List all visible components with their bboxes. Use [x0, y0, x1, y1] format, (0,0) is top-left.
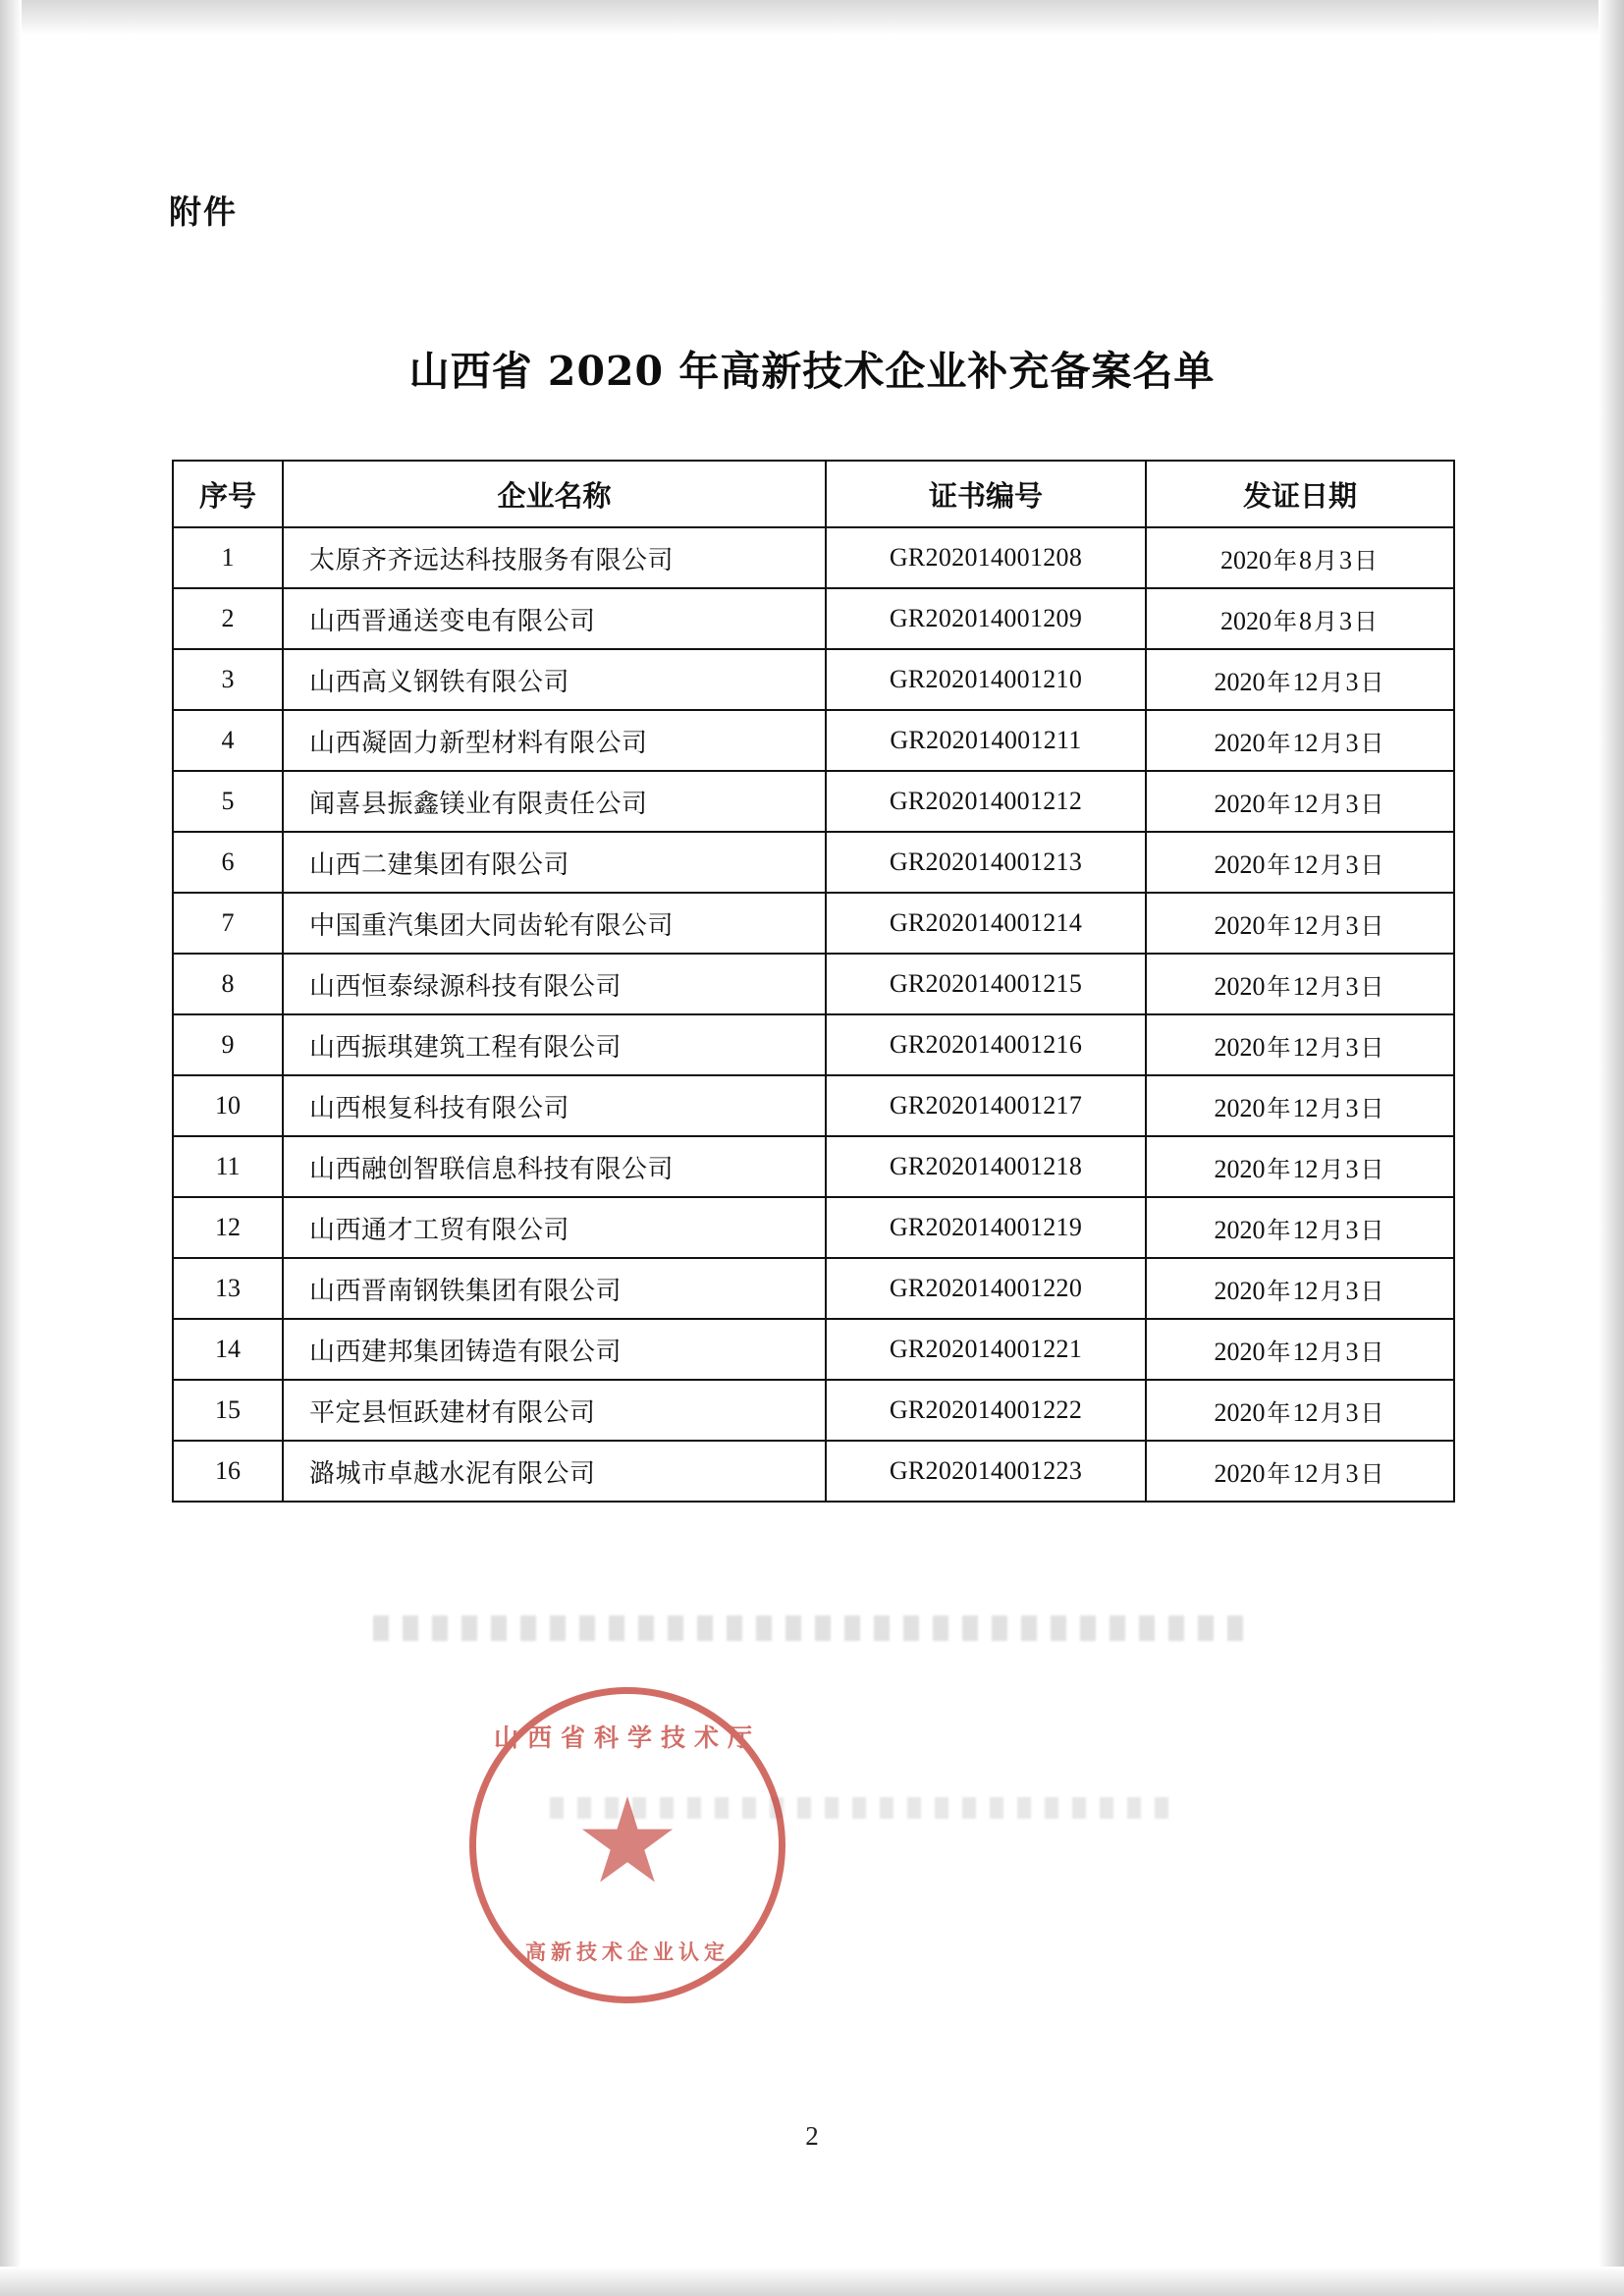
cell-certificate-number: GR202014001208	[826, 527, 1146, 588]
table-row	[173, 1380, 1454, 1441]
cell-company-name: 山西根复科技有限公司	[283, 1075, 826, 1136]
date-year-char: 年	[1267, 729, 1291, 757]
cell-issue-date	[1146, 1014, 1454, 1075]
cell-issue-date	[1146, 1258, 1454, 1319]
date-month-char: 月	[1320, 1094, 1344, 1122]
date-day-char: 日	[1360, 911, 1384, 940]
cell-index: 1	[173, 527, 283, 588]
cell-certificate-number: GR202014001214	[826, 893, 1146, 954]
cell-company-name: 山西晋南钢铁集团有限公司	[283, 1258, 826, 1319]
cell-company-name: 山西二建集团有限公司	[283, 832, 826, 893]
date-day: 3	[1345, 1154, 1359, 1183]
date-month-char: 月	[1320, 1398, 1344, 1427]
date-day-char: 日	[1360, 1398, 1384, 1427]
scan-bleedthrough-artifact	[373, 1615, 1257, 1641]
cell-company-name: 闻喜县振鑫镁业有限责任公司	[283, 771, 826, 832]
cell-company-name: 山西建邦集团铸造有限公司	[283, 1319, 826, 1380]
table-row	[173, 1075, 1454, 1136]
cell-certificate-number: GR202014001211	[826, 710, 1146, 771]
cell-issue-date	[1146, 649, 1454, 710]
cell-index: 5	[173, 771, 283, 832]
cell-index: 7	[173, 893, 283, 954]
date-year-char: 年	[1267, 972, 1291, 1001]
cell-issue-date	[1146, 771, 1454, 832]
cell-issue-date	[1146, 1319, 1454, 1380]
column-header-company: 企业名称	[283, 461, 826, 527]
date-day-char: 日	[1360, 1033, 1384, 1062]
cell-index: 15	[173, 1380, 283, 1441]
table-row	[173, 1319, 1454, 1380]
cell-company-name: 山西融创智联信息科技有限公司	[283, 1136, 826, 1197]
date-day: 3	[1345, 849, 1359, 879]
table-row	[173, 1014, 1454, 1075]
date-day-char: 日	[1360, 668, 1384, 696]
date-year-char: 年	[1267, 911, 1291, 940]
seal-bottom-text: 高新技术企业认定	[525, 1941, 730, 1964]
date-year: 2020	[1220, 606, 1272, 635]
date-month: 12	[1292, 667, 1319, 696]
table-header-row	[173, 461, 1454, 527]
column-header-issue-date: 发证日期	[1146, 461, 1454, 527]
table-row	[173, 1258, 1454, 1319]
date-month: 12	[1292, 728, 1319, 757]
date-year: 2020	[1214, 667, 1266, 696]
date-year: 2020	[1214, 971, 1266, 1001]
date-month-char: 月	[1320, 668, 1344, 696]
cell-index: 4	[173, 710, 283, 771]
date-month: 12	[1292, 1093, 1319, 1122]
date-year: 2020	[1214, 1215, 1266, 1244]
table-row	[173, 527, 1454, 588]
table-row	[173, 1441, 1454, 1502]
date-day: 3	[1339, 606, 1352, 635]
date-year-char: 年	[1267, 1216, 1291, 1244]
date-month-char: 月	[1320, 911, 1344, 940]
cell-index: 3	[173, 649, 283, 710]
cell-company-name: 平定县恒跃建材有限公司	[283, 1380, 826, 1441]
date-year-char: 年	[1267, 1094, 1291, 1122]
date-month-char: 月	[1320, 1155, 1344, 1183]
cell-issue-date	[1146, 1075, 1454, 1136]
enterprise-list-table	[172, 460, 1455, 1503]
date-month-char: 月	[1320, 1338, 1344, 1366]
table-row	[173, 649, 1454, 710]
cell-certificate-number: GR202014001221	[826, 1319, 1146, 1380]
date-year-char: 年	[1273, 607, 1297, 635]
date-day-char: 日	[1360, 790, 1384, 818]
cell-index: 14	[173, 1319, 283, 1380]
date-year: 2020	[1214, 1397, 1266, 1427]
cell-issue-date	[1146, 832, 1454, 893]
date-month: 12	[1292, 1032, 1319, 1062]
cell-issue-date	[1146, 1136, 1454, 1197]
date-day: 3	[1345, 1215, 1359, 1244]
page-title: 山西省 2020 年高新技术企业补充备案名单	[408, 348, 1216, 395]
date-day-char: 日	[1360, 1459, 1384, 1488]
cell-index: 6	[173, 832, 283, 893]
date-day-char: 日	[1360, 850, 1384, 879]
cell-certificate-number: GR202014001209	[826, 588, 1146, 649]
date-year: 2020	[1214, 1458, 1266, 1488]
date-day-char: 日	[1360, 729, 1384, 757]
table-row	[173, 893, 1454, 954]
cell-certificate-number: GR202014001213	[826, 832, 1146, 893]
date-day: 3	[1345, 1458, 1359, 1488]
date-year-char: 年	[1267, 790, 1291, 818]
date-month-char: 月	[1320, 1033, 1344, 1062]
date-day: 3	[1345, 1032, 1359, 1062]
cell-certificate-number: GR202014001222	[826, 1380, 1146, 1441]
date-year-char: 年	[1267, 1338, 1291, 1366]
date-year-char: 年	[1267, 668, 1291, 696]
cell-certificate-number: GR202014001216	[826, 1014, 1146, 1075]
date-day: 3	[1345, 1337, 1359, 1366]
cell-index: 12	[173, 1197, 283, 1258]
cell-issue-date	[1146, 710, 1454, 771]
table-row	[173, 771, 1454, 832]
date-month: 12	[1292, 1337, 1319, 1366]
cell-index: 8	[173, 954, 283, 1014]
column-header-index: 序号	[173, 461, 283, 527]
date-month-char: 月	[1320, 729, 1344, 757]
cell-issue-date	[1146, 1380, 1454, 1441]
cell-company-name: 山西通才工贸有限公司	[283, 1197, 826, 1258]
date-year: 2020	[1214, 789, 1266, 818]
date-year-char: 年	[1267, 1277, 1291, 1305]
date-month: 12	[1292, 1397, 1319, 1427]
date-month: 12	[1292, 1215, 1319, 1244]
cell-issue-date	[1146, 588, 1454, 649]
cell-issue-date	[1146, 1197, 1454, 1258]
cell-certificate-number: GR202014001223	[826, 1441, 1146, 1502]
cell-issue-date	[1146, 893, 1454, 954]
scan-edge-top	[0, 0, 1624, 35]
date-month-char: 月	[1320, 850, 1344, 879]
date-year: 2020	[1214, 1154, 1266, 1183]
cell-index: 13	[173, 1258, 283, 1319]
cell-index: 16	[173, 1441, 283, 1502]
date-year-char: 年	[1273, 546, 1297, 574]
date-day-char: 日	[1360, 1155, 1384, 1183]
cell-company-name: 山西晋通送变电有限公司	[283, 588, 826, 649]
date-day: 3	[1345, 667, 1359, 696]
cell-company-name: 山西凝固力新型材料有限公司	[283, 710, 826, 771]
scan-edge-bottom	[0, 2267, 1624, 2296]
table-row	[173, 588, 1454, 649]
date-month-char: 月	[1320, 1277, 1344, 1305]
date-day-char: 日	[1360, 1338, 1384, 1366]
date-month: 12	[1292, 1276, 1319, 1305]
date-day-char: 日	[1354, 607, 1378, 635]
cell-index: 9	[173, 1014, 283, 1075]
date-day-char: 日	[1360, 1216, 1384, 1244]
cell-company-name: 山西高义钢铁有限公司	[283, 649, 826, 710]
date-month: 8	[1299, 606, 1312, 635]
cell-company-name: 太原齐齐远达科技服务有限公司	[283, 527, 826, 588]
page-number: 2	[805, 2121, 819, 2151]
date-month: 12	[1292, 789, 1319, 818]
cell-certificate-number: GR202014001220	[826, 1258, 1146, 1319]
cell-certificate-number: GR202014001210	[826, 649, 1146, 710]
table-row	[173, 832, 1454, 893]
cell-issue-date	[1146, 1441, 1454, 1502]
cell-issue-date	[1146, 954, 1454, 1014]
date-day: 3	[1345, 971, 1359, 1001]
date-day-char: 日	[1360, 1277, 1384, 1305]
date-day-char: 日	[1354, 546, 1378, 574]
cell-company-name: 中国重汽集团大同齿轮有限公司	[283, 893, 826, 954]
cell-company-name: 潞城市卓越水泥有限公司	[283, 1441, 826, 1502]
date-day-char: 日	[1360, 1094, 1384, 1122]
attachment-label: 附件	[169, 192, 238, 231]
date-day: 3	[1345, 1093, 1359, 1122]
date-year: 2020	[1214, 1337, 1266, 1366]
date-day: 3	[1345, 910, 1359, 940]
cell-index: 10	[173, 1075, 283, 1136]
date-month-char: 月	[1314, 546, 1337, 574]
date-year: 2020	[1220, 545, 1272, 574]
cell-certificate-number: GR202014001217	[826, 1075, 1146, 1136]
table-body	[173, 527, 1454, 1502]
cell-certificate-number: GR202014001219	[826, 1197, 1146, 1258]
date-month: 12	[1292, 1154, 1319, 1183]
date-year: 2020	[1214, 849, 1266, 879]
date-year-char: 年	[1267, 850, 1291, 879]
table-row	[173, 710, 1454, 771]
seal-top-text: 山西省科学技术厅	[493, 1723, 761, 1752]
date-month: 12	[1292, 1458, 1319, 1488]
date-year-char: 年	[1267, 1398, 1291, 1427]
cell-certificate-number: GR202014001218	[826, 1136, 1146, 1197]
official-seal	[469, 1687, 785, 2003]
date-month-char: 月	[1320, 1459, 1344, 1488]
cell-certificate-number: GR202014001212	[826, 771, 1146, 832]
date-year: 2020	[1214, 1093, 1266, 1122]
date-day: 3	[1339, 545, 1352, 574]
date-day: 3	[1345, 789, 1359, 818]
date-day: 3	[1345, 1397, 1359, 1427]
date-year: 2020	[1214, 1276, 1266, 1305]
cell-index: 2	[173, 588, 283, 649]
table-row	[173, 1197, 1454, 1258]
date-month: 12	[1292, 849, 1319, 879]
date-month-char: 月	[1320, 972, 1344, 1001]
date-month: 12	[1292, 971, 1319, 1001]
date-year-char: 年	[1267, 1155, 1291, 1183]
column-header-certificate: 证书编号	[826, 461, 1146, 527]
date-day: 3	[1345, 1276, 1359, 1305]
date-month-char: 月	[1320, 1216, 1344, 1244]
date-year-char: 年	[1267, 1459, 1291, 1488]
table-row	[173, 1136, 1454, 1197]
cell-company-name: 山西恒泰绿源科技有限公司	[283, 954, 826, 1014]
date-year: 2020	[1214, 910, 1266, 940]
date-year: 2020	[1214, 728, 1266, 757]
date-month-char: 月	[1314, 607, 1337, 635]
date-year-char: 年	[1267, 1033, 1291, 1062]
date-month-char: 月	[1320, 790, 1344, 818]
date-year: 2020	[1214, 1032, 1266, 1062]
cell-index: 11	[173, 1136, 283, 1197]
date-day-char: 日	[1360, 972, 1384, 1001]
cell-certificate-number: GR202014001215	[826, 954, 1146, 1014]
date-month: 12	[1292, 910, 1319, 940]
date-month: 8	[1299, 545, 1312, 574]
cell-issue-date	[1146, 527, 1454, 588]
table-row	[173, 954, 1454, 1014]
cell-company-name: 山西振琪建筑工程有限公司	[283, 1014, 826, 1075]
date-day: 3	[1345, 728, 1359, 757]
